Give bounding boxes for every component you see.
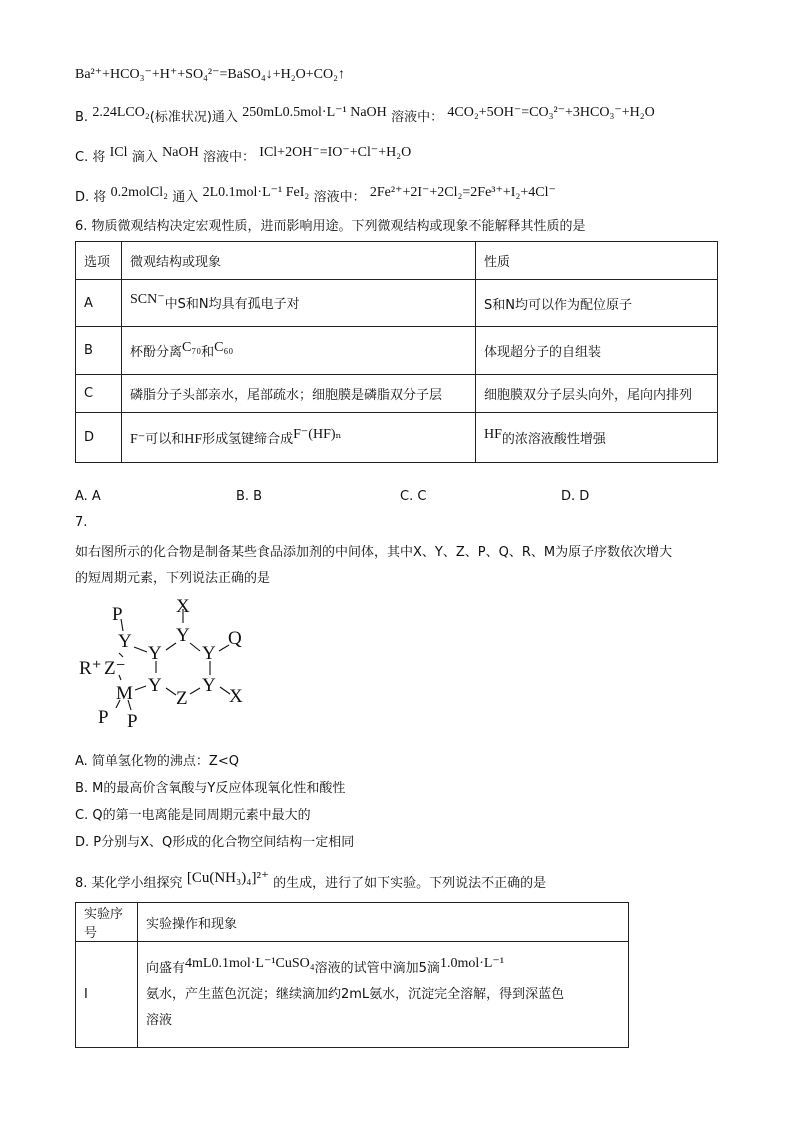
q5-option-b-equation: 4CO₂+5OH⁻=CO₃²⁻+3HCO₃⁻+H₂O [447, 105, 655, 120]
q6-choice-d[interactable]: D. D [561, 489, 590, 504]
atom-q: Q [228, 628, 242, 649]
q6-row-micro-text: 和 [201, 344, 215, 360]
q5-option-b-label: B. [75, 110, 89, 125]
q8-row-line1 [146, 956, 620, 982]
bond [119, 653, 123, 657]
atom-y: Y [148, 675, 162, 696]
q8-header-procedure: 实验操作和现象 [138, 903, 629, 942]
q5-option-c-label: C. 将 [75, 150, 106, 165]
q8-row-id: I [76, 942, 138, 1048]
q6-row-option: A [76, 280, 122, 327]
q5-option-d-label: D. 将 [75, 190, 107, 205]
q6-row-option: B [76, 327, 122, 375]
q6-row-option: D [76, 413, 122, 463]
q7-option-d[interactable]: D. P分别与X、Q形成的化合物空间结构一定相同 [75, 835, 355, 850]
q6-row-micro-text: 中S和N均具有孤电子对 [164, 297, 300, 312]
q8-complex-formula: [Cu(NH₃)₄]²⁺ [186, 870, 269, 886]
q8-row-formula: 4mL0.1mol·L⁻¹CuSO₄ [185, 955, 315, 971]
bond [190, 688, 200, 694]
q6-row-formula: F⁻ [130, 431, 146, 447]
atom-p: P [127, 711, 138, 732]
atom-z-anion: Z⁻ [104, 658, 126, 679]
q6-row-micro-text: 杯酚分离 [130, 344, 183, 360]
q8-stem [75, 872, 546, 892]
q5-option-b[interactable] [75, 106, 655, 126]
q5-option-d-text2: 溶液中： [313, 190, 366, 205]
q8-row-text: 溶液的试管中滴加5滴 [314, 960, 440, 976]
q5-option-c[interactable] [75, 146, 411, 166]
q7-stem-line2: 的短周期元素，下列说法正确的是 [75, 571, 271, 586]
q8-row-text: 向盛有 [146, 960, 186, 976]
q6-row-formula: SCN⁻ [130, 292, 165, 307]
q8-row-line2: 氨水，产生蓝色沉淀；继续滴加约2mL氨水，沉淀完全溶解，得到深蓝色 [146, 986, 565, 1002]
q7-option-a[interactable]: A. 简单氢化物的沸点：Z<Q [75, 754, 239, 769]
q6-row-d [76, 413, 718, 463]
q7-stem-line1: 如右图所示的化合物是制备某些食品添加剂的中间体，其中X、Y、Z、P、Q、R、M为原子序数依次增大 [75, 545, 673, 560]
bond [135, 686, 146, 690]
q5-option-b-text2: 溶液中： [391, 110, 444, 125]
q6-header-option: 选项 [76, 242, 122, 280]
q6-row-a [76, 280, 718, 327]
atom-x: X [229, 686, 243, 707]
q7-molecule-diagram [72, 595, 272, 735]
q5-option-c-formula2: NaOH [162, 145, 199, 160]
q6-row-formula: F⁻(HF)ₙ [293, 426, 342, 442]
q6-row-property: S和N均可以作为配位原子 [476, 280, 718, 327]
q8-stem-pre: 8. 某化学小组探究 [75, 876, 183, 891]
atom-x: X [176, 596, 190, 617]
q6-row-micro [122, 413, 476, 463]
q5-option-c-text: 滴入 [131, 150, 158, 165]
q6-row-property: 体现超分子的自组装 [476, 327, 718, 375]
q7-number: 7. [75, 515, 88, 530]
q8-table-header [76, 903, 629, 942]
q6-row-micro-text: 可以和 [145, 431, 185, 447]
q8-stem-post: 的生成，进行了如下实验。下列说法不正确的是 [273, 876, 547, 891]
q8-row-formula: 1.0mol·L⁻¹ [439, 955, 505, 971]
q6-header-property: 性质 [476, 242, 718, 280]
q8-row-line3: 溶液 [146, 1012, 173, 1028]
q6-table-header [76, 242, 718, 280]
atom-y: Y [202, 675, 216, 696]
atom-y: Y [202, 643, 216, 664]
atom-y: Y [176, 625, 190, 646]
atom-p: P [98, 707, 109, 728]
q5-option-c-equation: ICl+2OH⁻=IO⁻+Cl⁻+H₂O [259, 145, 412, 160]
atom-r-cation: R⁺ [79, 658, 102, 679]
q6-row-formula: C₇₀ [182, 339, 202, 355]
q8-row-1 [76, 942, 629, 1048]
q7-molecule-atoms [79, 596, 243, 732]
q5-option-a-equation: Ba²⁺+HCO₃⁻+H⁺+SO₄²⁻=BaSO₄↓+H₂O+CO₂↑ [75, 67, 345, 82]
q6-row-micro [122, 280, 476, 327]
atom-p: P [112, 604, 123, 625]
q6-row-c [76, 375, 718, 413]
q6-choice-b[interactable]: B. B [236, 489, 263, 504]
q6-row-property: 细胞膜双分子层头向外，尾向内排列 [476, 375, 718, 413]
q5-option-d-equation: 2Fe²⁺+2I⁻+2Cl₂=2Fe³⁺+I₂+4Cl⁻ [369, 185, 556, 200]
q5-option-d-formula: 0.2molCl₂ [110, 185, 168, 200]
q7-option-b[interactable]: B. M的最高价含氧酸与Y反应体现氧化性和酸性 [75, 781, 346, 796]
bond [166, 688, 176, 695]
q5-option-c-formula: ICl [109, 145, 128, 160]
q6-row-b [76, 327, 718, 375]
q6-row-micro: 磷脂分子头部亲水，尾部疏水；细胞膜是磷脂双分子层 [122, 375, 476, 413]
q5-option-b-formula: 2.24LCO₂ [92, 105, 150, 120]
q6-row-micro [122, 327, 476, 375]
q5-option-c-text2: 溶液中： [202, 150, 255, 165]
q8-table [75, 902, 629, 1048]
q6-row-formula: C₆₀ [214, 339, 234, 355]
q6-table [75, 241, 718, 463]
q6-row-property-text: 的浓溶液酸性增强 [501, 431, 606, 447]
q7-option-c[interactable]: C. Q的第一电离能是同周期元素中最大的 [75, 808, 311, 823]
atom-m: M [116, 683, 133, 704]
atom-z: Z [176, 688, 188, 709]
q6-row-micro-text: 形成氢键缔合成 [202, 431, 294, 447]
q5-option-b-formula2: 250mL0.5mol·L⁻¹ NaOH [242, 105, 387, 120]
atom-y: Y [118, 631, 132, 652]
q8-header-id: 实验序号 [76, 903, 138, 942]
q6-choice-a[interactable]: A. A [75, 489, 101, 504]
bond [134, 647, 147, 652]
q5-option-d-text: 通入 [172, 190, 199, 205]
q5-option-d[interactable] [75, 186, 556, 206]
q6-header-micro: 微观结构或现象 [122, 242, 476, 280]
bond [190, 643, 200, 651]
bond [166, 643, 176, 650]
q6-stem: 6. 物质微观结构决定宏观性质，进而影响用途。下列微观结构或现象不能解释其性质的是 [75, 219, 586, 234]
q5-option-d-formula2: 2L0.1mol·L⁻¹ FeI₂ [202, 185, 310, 200]
q6-row-property [476, 413, 718, 463]
atom-y: Y [148, 643, 162, 664]
q6-row-formula: HF [484, 426, 502, 442]
q8-row-procedure [138, 942, 629, 1048]
q6-choice-c[interactable]: C. C [400, 489, 427, 504]
q6-row-option: C [76, 375, 122, 413]
q6-row-formula: HF [184, 431, 203, 447]
q5-option-b-text: (标准状况)通入 [149, 110, 238, 125]
